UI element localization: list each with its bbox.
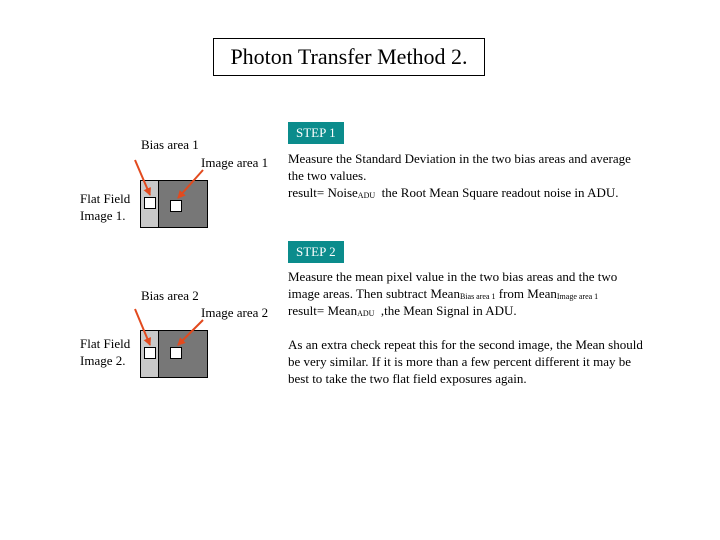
step-2-line2-middle: from Mean [495,286,557,301]
flat-field-1-label-line2: Image 1. [80,208,126,223]
image-area-2-label: Image area 2 [201,305,269,320]
step-2-line2-sub1: Bias area 1 [459,292,496,301]
flat-field-1-label-line1: Flat Field [80,191,131,206]
step-1-line2: the two values. [288,168,367,183]
image-area-1-label: Image area 1 [201,155,269,170]
step-2-line2-sub2: Image area 1 [556,292,599,301]
extra-check-line3: best to take the two flat field exposures again. [288,371,527,386]
step-1-result-suffix: the Root Mean Square readout noise in ADU. [375,185,619,200]
step-1-result-prefix: result= Noise [288,185,358,200]
bias-area-1-arrow [135,160,150,195]
bias-area-2-label: Bias area 2 [141,288,199,303]
step-2-result-subscript: ADU [357,309,375,318]
flat-field-2-label-line2: Image 2. [80,353,126,368]
step-1-line1: Measure the Standard Deviation in the two bias areas and average [288,151,631,166]
step-2-result-suffix: ,the Mean Signal in ADU. [374,303,517,318]
image-area-1-arrow [178,170,203,198]
flat-field-2-label-line1: Flat Field [80,336,131,351]
step-2-line3 [288,302,517,322]
extra-check-line1: As an extra check repeat this for the second image, the Mean should [288,337,643,352]
step-2-label: STEP 2 [288,241,344,263]
slide-title: Photon Transfer Method 2. [213,38,485,76]
step-1-line3 [288,184,618,204]
step-2-result-prefix: result= Mean [288,303,358,318]
bias-area-1-label: Bias area 1 [141,137,199,152]
bias-area-2-arrow [135,309,150,345]
step-1-label: STEP 1 [288,122,344,144]
extra-check-line2: be very similar. If it is more than a few percent different it may be [288,354,632,369]
step-2-line2-prefix: image areas. Then subtract Mean [288,286,460,301]
step-2-line1: Measure the mean pixel value in the two bias areas and the two [288,269,618,284]
image-area-2-arrow [178,320,203,345]
step-1-result-subscript: ADU [357,191,376,200]
